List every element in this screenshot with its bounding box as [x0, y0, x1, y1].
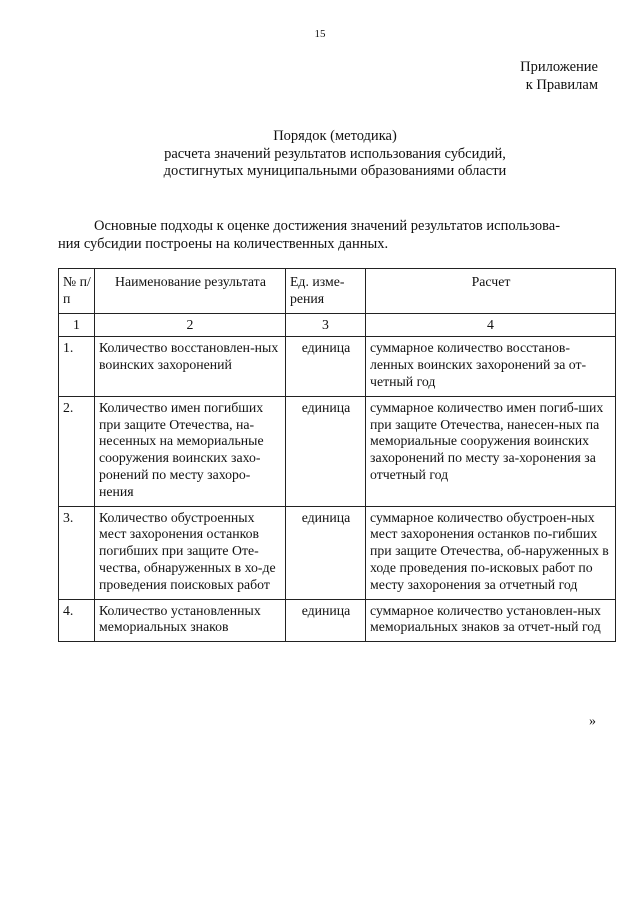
row-name: Количество восстановлен-ных воинских захоронений: [95, 337, 286, 396]
header-name: Наименование результата: [95, 269, 286, 314]
table-column-numbers-row: [59, 313, 616, 337]
table-row: [59, 337, 616, 396]
intro-line-2: ния субсидии построены на количественных данных.: [58, 235, 389, 252]
intro-paragraph: [58, 218, 618, 253]
document-title: [40, 128, 630, 181]
table-header-row: [59, 269, 616, 314]
closing-quote: »: [589, 714, 596, 729]
title-line-2: расчета значений результатов использования субсидий,: [164, 145, 506, 162]
row-unit: единица: [286, 337, 366, 396]
row-num: 4.: [59, 599, 95, 642]
table-row: [59, 506, 616, 599]
page-number: 15: [314, 28, 326, 40]
appendix-line-2: к Правилам: [525, 77, 598, 93]
row-name: Количество установленных мемориальных знаков: [95, 599, 286, 642]
row-unit: единица: [286, 506, 366, 599]
row-name: Количество обустроенных мест захоронения останков погибших при защите Оте-чества, обнаруженных в хо-де проведения поисковых работ: [95, 506, 286, 599]
header-calc: Расчет: [366, 269, 616, 314]
title-line-3: достигнутых муниципальными образованиями области: [163, 163, 507, 179]
row-num: 2.: [59, 396, 95, 506]
row-calc: суммарное количество установлен-ных мемориальных знаков за отчет-ный год: [366, 599, 616, 642]
row-calc: суммарное количество имен погиб-ших при защите Отечества, нанесен-ных па мемориальные сооружения воинских захоронений по месту за-хоронения за отчетный год: [366, 396, 616, 506]
col-number: 4: [366, 313, 616, 337]
row-unit: единица: [286, 599, 366, 642]
header-num: № п/п: [59, 269, 95, 314]
row-calc: суммарное количество восстанов-ленных воинских захоронений за от-четный год: [366, 337, 616, 396]
col-number: 2: [95, 313, 286, 337]
row-name: Количество имен погибших при защите Отечества, на-несенных на мемориальные сооружения воинских захо-ронений по месту захоро-нения: [95, 396, 286, 506]
table-row: [59, 396, 616, 506]
title-line-1: Порядок (методика): [273, 128, 397, 144]
table-row: [59, 599, 616, 642]
row-num: 1.: [59, 337, 95, 396]
intro-line-1: Основные подходы к оценке достижения значений результатов использова-: [94, 218, 561, 234]
row-calc: суммарное количество обустроен-ных мест захоронения останков по-гибших при защите Отечества, об-наруженных в ходе проведения по-исковых работ по месту захоронения за отчетный год: [366, 506, 616, 599]
results-table: [58, 268, 616, 642]
header-unit: Ед. изме-рения: [286, 269, 366, 314]
col-number: 3: [286, 313, 366, 337]
appendix-line-1: Приложение: [520, 59, 598, 75]
appendix-note: [520, 58, 598, 94]
row-num: 3.: [59, 506, 95, 599]
col-number: 1: [59, 313, 95, 337]
row-unit: единица: [286, 396, 366, 506]
